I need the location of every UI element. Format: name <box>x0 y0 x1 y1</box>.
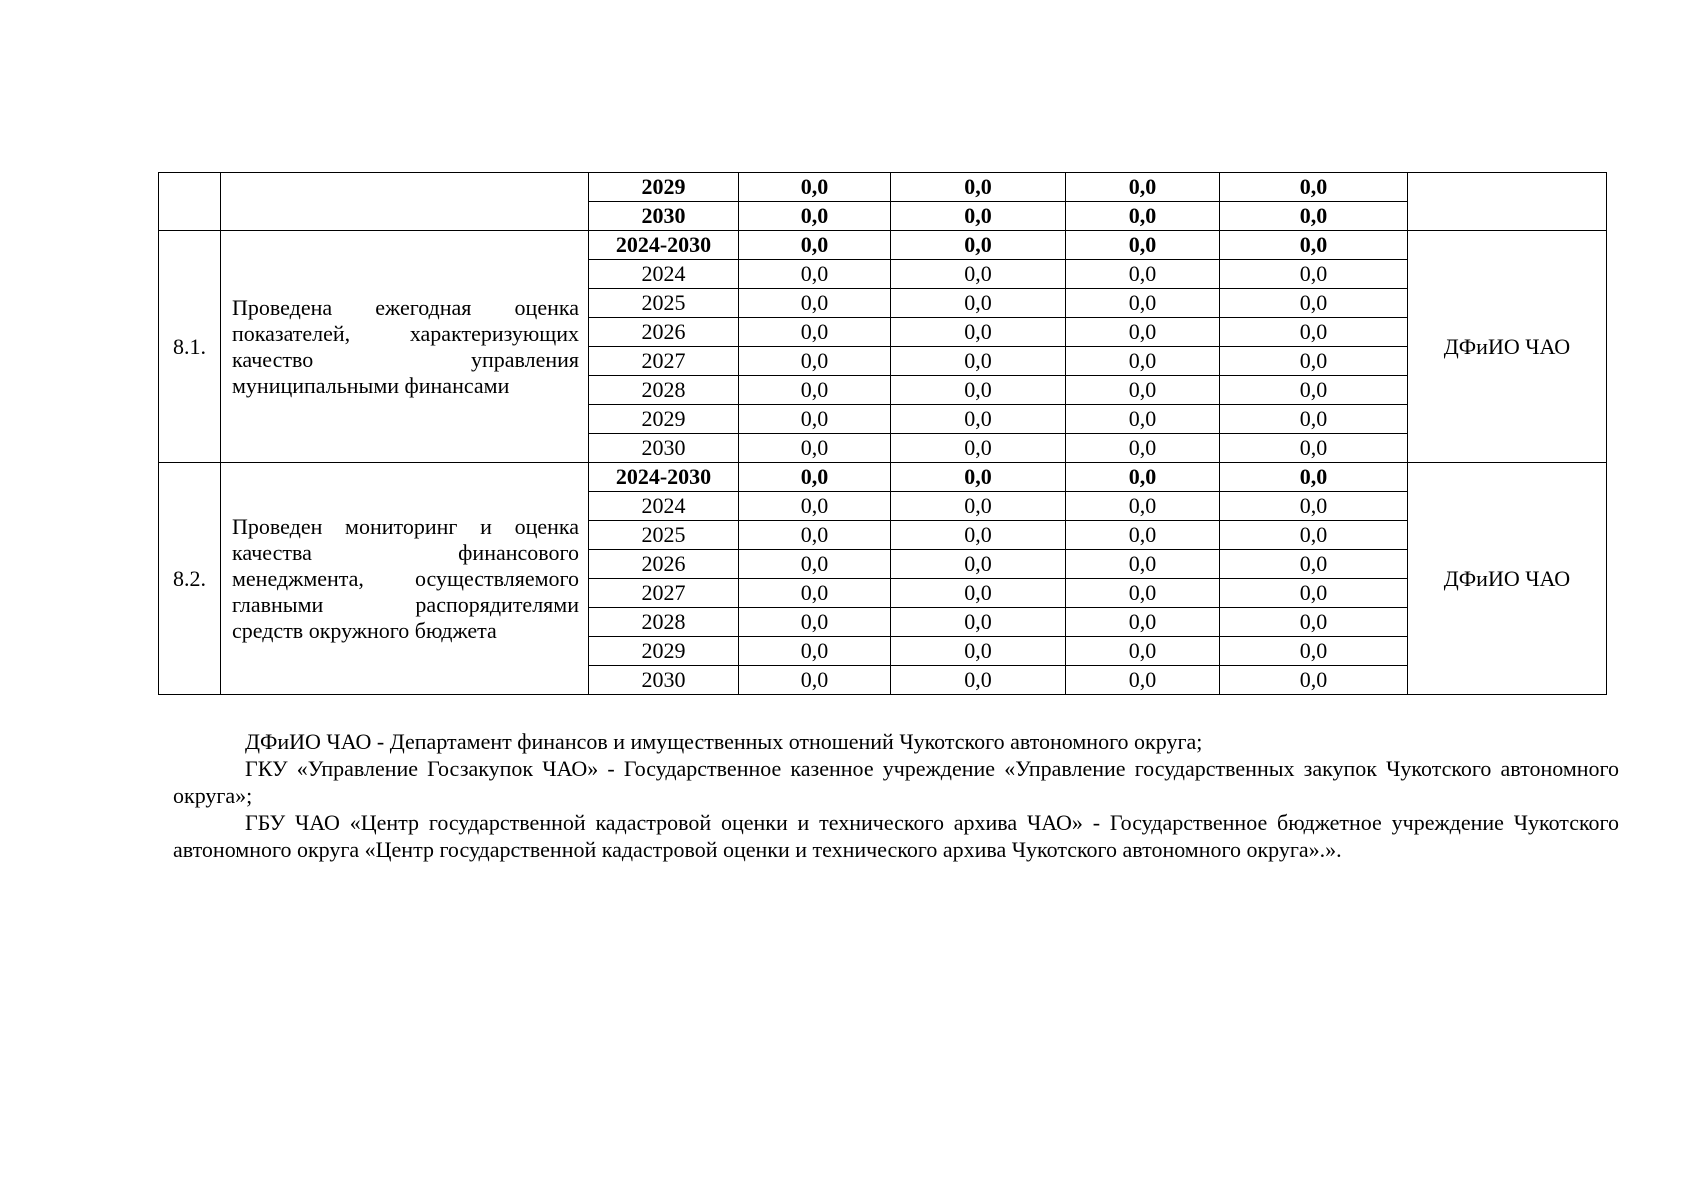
value-cell: 0,0 <box>891 550 1066 579</box>
note-paragraph: ДФиИО ЧАО - Департамент финансов и имущественных отношений Чукотского автономного округа; <box>245 729 1203 754</box>
responsible-cell: ДФиИО ЧАО <box>1408 463 1607 695</box>
value-cell: 0,0 <box>739 463 891 492</box>
value-cell: 0,0 <box>739 260 891 289</box>
finance-table-body <box>159 173 1607 695</box>
value-cell: 0,0 <box>1066 434 1220 463</box>
description-line: Проведен мониторинг и оценка <box>232 513 579 539</box>
value-cell: 0,0 <box>891 434 1066 463</box>
description-cell <box>221 173 589 231</box>
abbreviation-notes <box>173 728 1619 863</box>
value-cell: 0,0 <box>739 347 891 376</box>
value-cell: 0,0 <box>1220 550 1408 579</box>
year-cell: 2024 <box>589 260 739 289</box>
value-cell: 0,0 <box>1220 231 1408 260</box>
value-cell: 0,0 <box>1066 231 1220 260</box>
value-cell: 0,0 <box>1066 521 1220 550</box>
year-cell: 2026 <box>589 550 739 579</box>
value-cell: 0,0 <box>1066 260 1220 289</box>
year-cell: 2029 <box>589 173 739 202</box>
value-cell: 0,0 <box>739 376 891 405</box>
value-cell: 0,0 <box>1220 608 1408 637</box>
description-line: менеджмента, осуществляемого <box>232 565 579 591</box>
note-paragraph: ГКУ «Управление Госзакупок ЧАО» - Государственное казенное учреждение «Управление государственных закупок Чукотского автономного округа»; <box>173 756 1619 808</box>
value-cell: 0,0 <box>739 550 891 579</box>
value-cell: 0,0 <box>1066 579 1220 608</box>
value-cell: 0,0 <box>1220 492 1408 521</box>
value-cell: 0,0 <box>1066 608 1220 637</box>
responsible-cell: ДФиИО ЧАО <box>1408 231 1607 463</box>
value-cell: 0,0 <box>739 521 891 550</box>
value-cell: 0,0 <box>1220 202 1408 231</box>
value-cell: 0,0 <box>739 231 891 260</box>
table-row <box>159 463 1607 492</box>
value-cell: 0,0 <box>891 666 1066 695</box>
value-cell: 0,0 <box>1220 463 1408 492</box>
year-cell: 2027 <box>589 347 739 376</box>
value-cell: 0,0 <box>1220 434 1408 463</box>
finance-table <box>158 172 1607 695</box>
value-cell: 0,0 <box>739 492 891 521</box>
year-cell: 2024-2030 <box>589 231 739 260</box>
year-cell: 2030 <box>589 666 739 695</box>
item-description-cell <box>221 463 589 695</box>
value-cell: 0,0 <box>1220 521 1408 550</box>
value-cell: 0,0 <box>891 347 1066 376</box>
item-description-cell <box>221 231 589 463</box>
year-cell: 2029 <box>589 637 739 666</box>
description-line: средств окружного бюджета <box>232 617 497 643</box>
value-cell: 0,0 <box>891 637 1066 666</box>
value-cell: 0,0 <box>891 173 1066 202</box>
description-line: показателей, характеризующих <box>232 320 579 346</box>
description-line: качества финансового <box>232 539 579 565</box>
value-cell: 0,0 <box>1220 289 1408 318</box>
description-line: Проведена ежегодная оценка <box>232 294 579 320</box>
value-cell: 0,0 <box>739 405 891 434</box>
value-cell: 0,0 <box>891 579 1066 608</box>
value-cell: 0,0 <box>1220 405 1408 434</box>
description-line: качество управления <box>232 346 579 372</box>
year-cell: 2030 <box>589 202 739 231</box>
table-row <box>159 173 1607 202</box>
value-cell: 0,0 <box>1220 347 1408 376</box>
value-cell: 0,0 <box>1066 347 1220 376</box>
value-cell: 0,0 <box>739 637 891 666</box>
value-cell: 0,0 <box>891 260 1066 289</box>
value-cell: 0,0 <box>891 608 1066 637</box>
value-cell: 0,0 <box>1066 173 1220 202</box>
value-cell: 0,0 <box>891 521 1066 550</box>
value-cell: 0,0 <box>739 202 891 231</box>
year-cell: 2028 <box>589 608 739 637</box>
description-line: муниципальными финансами <box>232 372 510 398</box>
value-cell: 0,0 <box>1220 579 1408 608</box>
value-cell: 0,0 <box>1066 376 1220 405</box>
year-cell: 2025 <box>589 289 739 318</box>
value-cell: 0,0 <box>1220 666 1408 695</box>
value-cell: 0,0 <box>739 318 891 347</box>
year-cell: 2025 <box>589 521 739 550</box>
value-cell: 0,0 <box>891 405 1066 434</box>
value-cell: 0,0 <box>891 376 1066 405</box>
description-line: главными распорядителями <box>232 591 579 617</box>
value-cell: 0,0 <box>891 289 1066 318</box>
value-cell: 0,0 <box>1066 405 1220 434</box>
value-cell: 0,0 <box>1066 463 1220 492</box>
number-cell <box>159 173 221 231</box>
value-cell: 0,0 <box>1220 260 1408 289</box>
year-cell: 2029 <box>589 405 739 434</box>
year-cell: 2030 <box>589 434 739 463</box>
value-cell: 0,0 <box>739 666 891 695</box>
value-cell: 0,0 <box>1066 637 1220 666</box>
value-cell: 0,0 <box>1220 637 1408 666</box>
note-paragraph: ГБУ ЧАО «Центр государственной кадастровой оценки и технического архива ЧАО» - Государственное бюджетное учреждение Чукотского автономного округа «Центр государственной кадастровой оценки и технического архива Чукотского автономного округа».». <box>173 810 1619 862</box>
value-cell: 0,0 <box>891 463 1066 492</box>
year-cell: 2026 <box>589 318 739 347</box>
value-cell: 0,0 <box>739 579 891 608</box>
value-cell: 0,0 <box>1066 492 1220 521</box>
value-cell: 0,0 <box>739 173 891 202</box>
value-cell: 0,0 <box>891 231 1066 260</box>
value-cell: 0,0 <box>739 434 891 463</box>
table-row <box>159 231 1607 260</box>
value-cell: 0,0 <box>891 492 1066 521</box>
value-cell: 0,0 <box>891 202 1066 231</box>
value-cell: 0,0 <box>1066 318 1220 347</box>
year-cell: 2024 <box>589 492 739 521</box>
year-cell: 2027 <box>589 579 739 608</box>
value-cell: 0,0 <box>739 608 891 637</box>
year-cell: 2024-2030 <box>589 463 739 492</box>
item-number-cell: 8.2. <box>159 463 221 695</box>
value-cell: 0,0 <box>1066 666 1220 695</box>
value-cell: 0,0 <box>1066 202 1220 231</box>
responsible-cell <box>1408 173 1607 231</box>
value-cell: 0,0 <box>1066 550 1220 579</box>
item-number-cell: 8.1. <box>159 231 221 463</box>
value-cell: 0,0 <box>1220 173 1408 202</box>
value-cell: 0,0 <box>1066 289 1220 318</box>
year-cell: 2028 <box>589 376 739 405</box>
value-cell: 0,0 <box>891 318 1066 347</box>
value-cell: 0,0 <box>1220 376 1408 405</box>
value-cell: 0,0 <box>739 289 891 318</box>
value-cell: 0,0 <box>1220 318 1408 347</box>
